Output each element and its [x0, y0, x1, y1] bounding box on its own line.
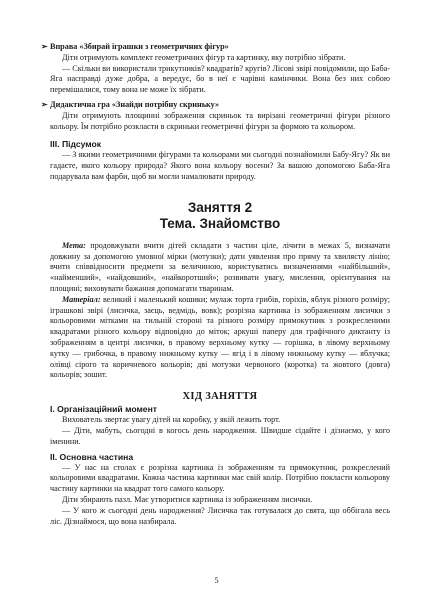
game2-text: Діти отримують площинні зображення скриньок та вирізані геометричні фігури різного кольору. Їм потрібно розкласти в скриньки геометричні фігури за формою та кольором.: [50, 110, 390, 131]
game1-question: — Скільки ви використали трикутників? квадратів? кругів? Лісові звірі повідомили, що Баба-Яга насправді дуже добра, а вередує, бо в неї є чарівні камінчики. Вона без них собою перемішалися, тому вона не може їх зібрати.: [50, 63, 390, 95]
bullet-arrow-icon: ➢: [41, 42, 48, 51]
game1-title: ➢ Вправа «Збирай іграшки з геометричних фігур»: [41, 42, 229, 51]
material-text: великий і маленький кошики; мулаж торта грибів, горіхів, яблук різного розміру; іграшкові звірі (лисичка, заєць, ведмідь, вовк); розрізна картинка із зображенням лисички з кольоровими мітками на тильній стороні та різного розміру прямокутник з розкресленими квадратами різного кольору відповідно до міток; аркуші паперу для графічного диктанту із зображенням в центрі лисички, в правому верхньому кутку — горішка, в лівому верхньому кутку — грибочка, в правому нижньому кутку — ягід і в лівому нижньому кутку — яблучка; олівці сірого та коричневого кольорів; дві мотузки червоного (коротка) та жовтого (довга) кольорів; зошит.: [50, 294, 390, 380]
bullet-arrow-icon: ➢: [41, 99, 48, 109]
lesson-material: [50, 295, 390, 381]
goal-label: Мета:: [62, 240, 86, 250]
summary-text: — З якими геометричними фігурами та кольорами ми сьогодні познайомили Бабу-Ягу? Як ви гадаєте, якого кольору природа? Якого вона кольору восени? За вашою допомогою Баба-Яга подарувала вам фарби, щоб ви могли намалювати природу.: [50, 150, 390, 181]
section1-heading: I. Організаційний момент: [50, 404, 157, 415]
lesson-number: Заняття 2: [187, 199, 253, 215]
lesson-goal: [50, 241, 390, 295]
goal-text: продовжувати вчити дітей складати з частин ціле, лічити в межах 5, визначати довжину за допомогою умовної мірки (мотузки); дати уявлення про пряму та хвилясту лінію; вчити співвідносити предмети за величиною, користуватись визначеннями «найбільший», «найменший», «найдовший», «найкоротший»; розвивати увагу, мислення, орієнтування на площині; виховувати бажання допомагати тваринам.: [50, 240, 390, 293]
game1-text: Діти отримують комплект геометричних фігур та картинку, яку потрібно зібрати.: [62, 52, 346, 62]
game2-title: ➢ Дидактична гра «Знайди потрібну скриньку»: [41, 99, 220, 109]
section2-heading: II. Основна частина: [50, 451, 134, 462]
course-heading: ХІД ЗАНЯТТЯ: [182, 391, 258, 403]
section1-paragraph-2: — Діти, мабуть, сьогодні в когось день народження. Швидше сідайте і дізнаємо, у кого іменини.: [50, 425, 390, 446]
section2-paragraph-2: Діти збирають пазл. Має утворитися картинка із зображенням лисички.: [62, 494, 313, 504]
lesson-theme: Тема. Знайомство: [159, 215, 281, 231]
summary-heading: III. Підсумок: [50, 139, 102, 150]
material-label: Матеріал:: [62, 294, 101, 304]
section2-paragraph-3: — У кого ж сьогодні день народження? Лисичка так готувалася до свята, що оббігала весь ліс. Дізнаймося, що вона назбирала.: [50, 505, 390, 526]
page-number: 5: [214, 576, 219, 585]
section2-paragraph-1: — У нас на столах є розрізна картинка із зображенням та прямокутник, розкреслений кольоровими квадратами. Кожна частина картинки має свій колір. Потрібно покласти кольорову частину картинки на квадрат того самого кольору.: [50, 462, 390, 494]
section1-paragraph-1: Вихователь звертає увагу дітей на коробку, у якій лежить торт.: [62, 415, 281, 425]
